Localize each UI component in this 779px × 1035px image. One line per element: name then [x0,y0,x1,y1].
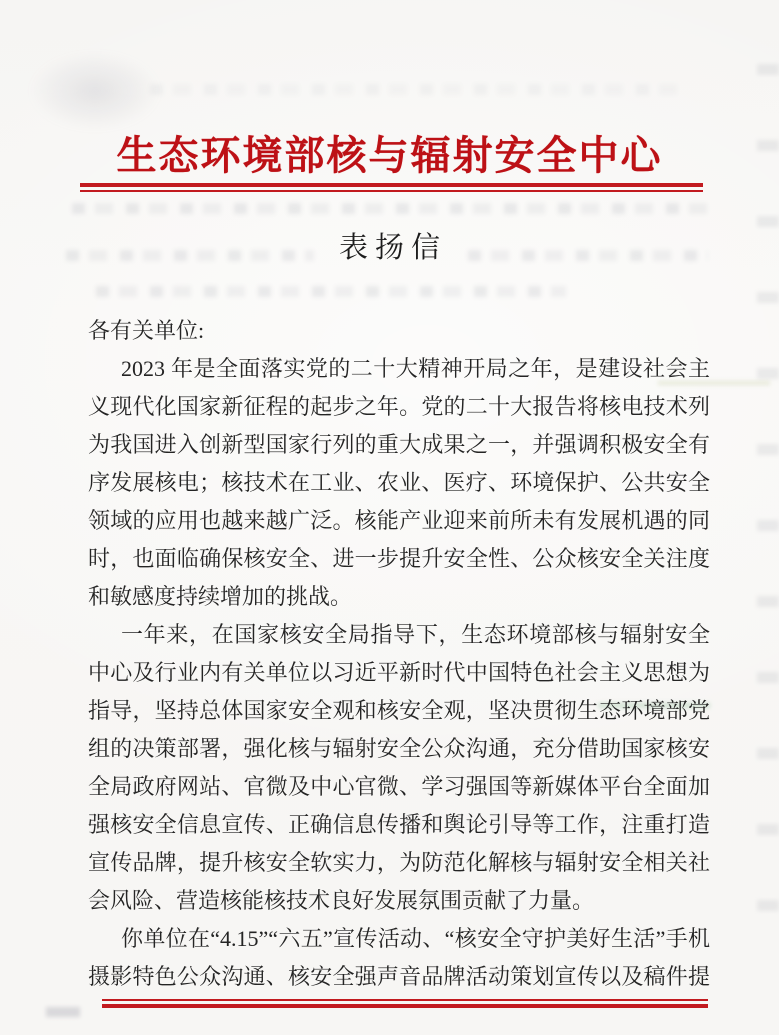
body-line: 全局政府网站、官微及中心官微、学习强国等新媒体平台全面加 [88,774,710,799]
scan-smudge-artifact [46,1007,80,1017]
letter-body [88,312,710,996]
body-line: 你单位在“4.15”“六五”宣传活动、“核安全守护美好生活”手机 [121,926,710,951]
body-line: 摄影特色公众沟通、核安全强声音品牌活动策划宣传以及稿件提 [88,964,710,989]
body-line: 指导，坚持总体国家安全观和核安全观，坚决贯彻生态环境部党 [88,698,710,723]
body-line: 为我国进入创新型国家行列的重大成果之一，并强调积极安全有 [88,432,710,457]
bleedthrough-artifact [150,84,690,95]
body-line: 强核安全信息宣传、正确信息传播和舆论引导等工作，注重打造 [88,812,710,837]
letterhead-org-name: 生态环境部核与辐射安全中心 [116,133,663,179]
body-line: 组的决策部署，强化核与辐射安全公众沟通，充分借助国家核安 [88,736,710,761]
body-line: 中心及行业内有关单位以习近平新时代中国特色社会主义思想为 [88,660,710,685]
body-line: 序发展核电；核技术在工业、农业、医疗、环境保护、公共安全 [88,470,710,495]
scan-smudge-artifact [30,52,160,130]
body-line: 义现代化国家新征程的起步之年。党的二十大报告将核电技术列 [88,394,710,419]
salutation-line: 各有关单位: [88,318,205,343]
body-line: 2023 年是全面落实党的二十大精神开局之年，是建设社会主 [121,356,710,381]
body-line: 宣传品牌，提升核安全软实力，为防范化解核与辐射安全相关社 [88,850,710,875]
body-line: 和敏感度持续增加的挑战。 [88,584,353,609]
body-line: 会风险、营造核能核技术良好发展氛围贡献了力量。 [88,888,595,913]
bleedthrough-artifact [96,286,566,297]
letter-title: 表扬信 [338,230,447,264]
bleedthrough-artifact [757,64,779,964]
bleedthrough-artifact [72,203,708,214]
body-line: 时，也面临确保核安全、进一步提升安全性、公众核安全关注度 [88,546,710,571]
letterhead-double-rule [80,183,703,192]
body-line: 一年来，在国家核安全局指导下，生态环境部核与辐射安全 [121,622,710,647]
footer-double-rule [102,999,708,1008]
body-line: 领域的应用也越来越广泛。核能产业迎来前所未有发展机遇的同 [88,508,710,533]
